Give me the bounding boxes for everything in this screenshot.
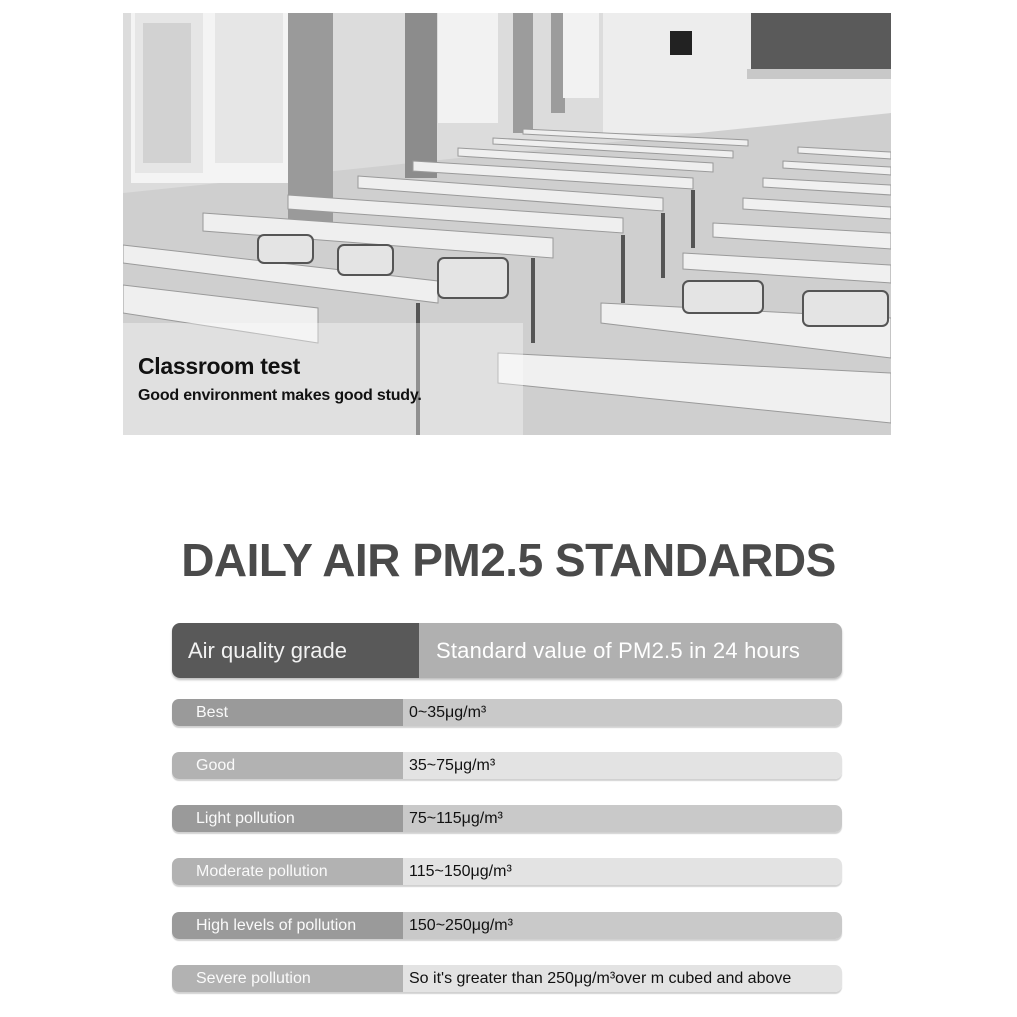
- table-row: [172, 965, 842, 992]
- row-grade: Moderate pollution: [172, 858, 403, 885]
- table-row: [172, 912, 842, 939]
- row-value: 115~150μg/m³: [403, 858, 842, 885]
- row-value: 35~75μg/m³: [403, 752, 842, 779]
- header-value: Standard value of PM2.5 in 24 hours: [419, 623, 842, 678]
- page-heading: DAILY AIR PM2.5 STANDARDS: [181, 534, 836, 586]
- row-value: 75~115μg/m³: [403, 805, 842, 832]
- classroom-photo: [123, 13, 891, 435]
- row-grade: Best: [172, 699, 403, 726]
- table-row: [172, 699, 842, 726]
- table-row: [172, 858, 842, 885]
- table-header: [172, 623, 842, 678]
- header-grade: Air quality grade: [172, 623, 419, 678]
- table-row: [172, 752, 842, 779]
- row-value: So it's greater than 250μg/m³over m cubed and above: [403, 965, 842, 992]
- row-value: 150~250μg/m³: [403, 912, 842, 939]
- row-grade: Light pollution: [172, 805, 403, 832]
- hero-title: Classroom test: [138, 353, 300, 379]
- row-grade: Severe pollution: [172, 965, 403, 992]
- table-row: [172, 805, 842, 832]
- row-grade: High levels of pollution: [172, 912, 403, 939]
- row-value: 0~35μg/m³: [403, 699, 842, 726]
- row-grade: Good: [172, 752, 403, 779]
- hero-subtitle: Good environment makes good study.: [138, 387, 422, 404]
